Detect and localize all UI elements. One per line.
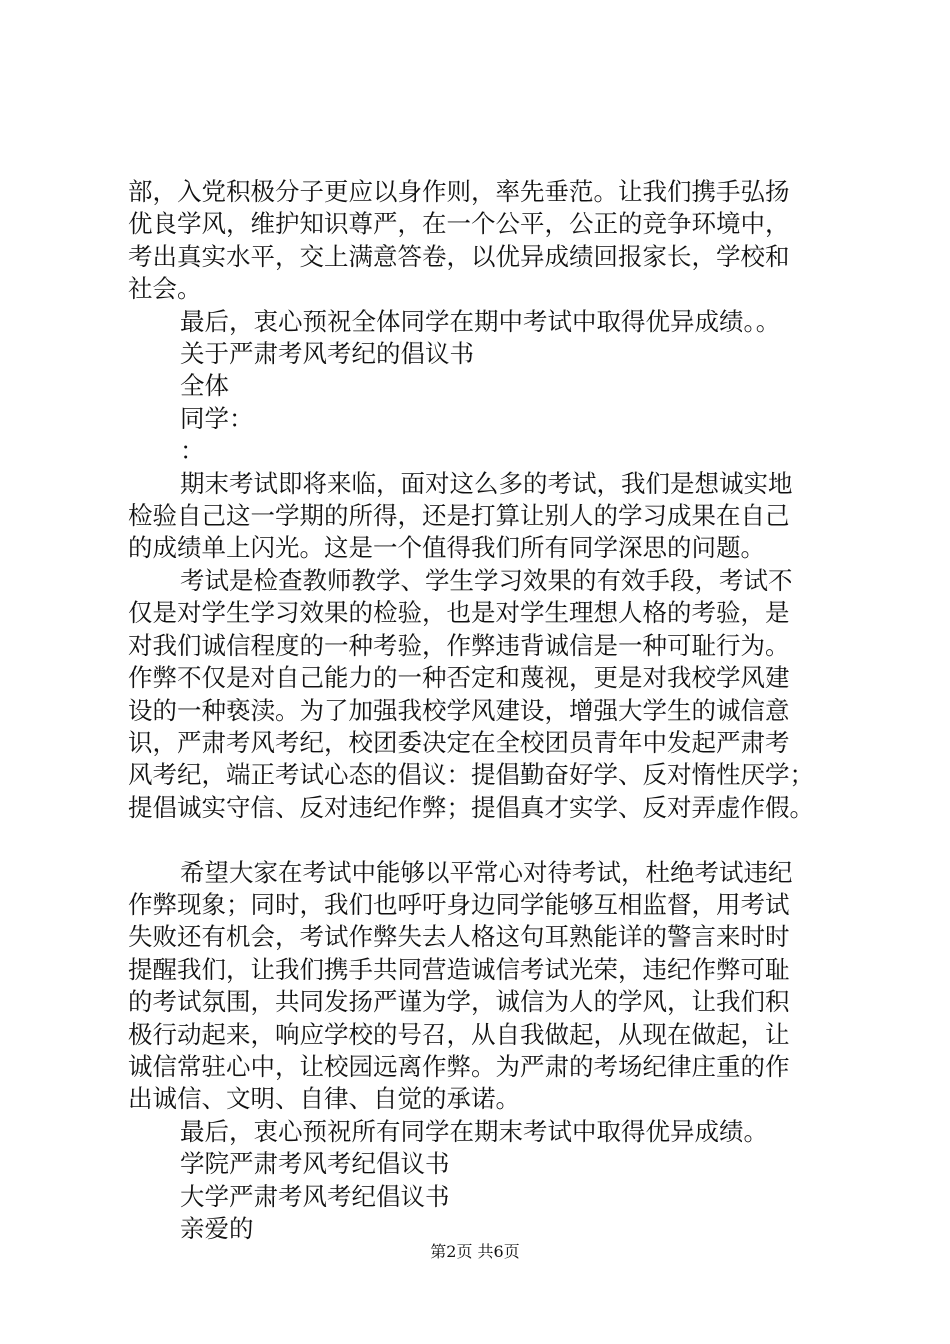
text-line: 识，严肃考风考纪，校团委决定在全校团员青年中发起严肃考 [128,727,790,757]
document-body [128,176,828,1245]
text-line: 极行动起来，响应学校的号召，从自我做起，从现在做起，让 [128,1019,790,1049]
text-line: 提醒我们，让我们携手共同营造诚信考试光荣，违纪作弊可耻 [128,954,790,984]
text-line: 优良学风，维护知识尊严，在一个公平，公正的竞争环境中， [128,209,790,239]
text-line: 设的一种亵渎。为了加强我校学风建设，增强大学生的诚信意 [128,695,790,725]
text-line: 仅是对学生学习效果的检验，也是对学生理想人格的考验，是 [128,598,790,628]
text-line: 作弊不仅是对自己能力的一种否定和蔑视，更是对我校学风建 [128,663,790,693]
salutation-line: 同学： [180,403,254,433]
text-line: 对我们诚信程度的一种考验，作弊违背诚信是一种可耻行为。 [128,630,790,660]
text-line: 期末考试即将来临，面对这么多的考试，我们是想诚实地 [180,468,793,498]
text-line: 最后，衷心预祝所有同学在期末考试中取得优异成绩。 [180,1116,768,1146]
text-line: 最后，衷心预祝全体同学在期中考试中取得优异成绩。。 [180,306,781,336]
text-line: 考试是检查教师教学、学生学习效果的有效手段，考试不 [180,565,793,595]
text-line: 提倡诚实守信、反对违纪作弊；提倡真才实学、反对弄虚作假。 [128,792,814,822]
blank-line [128,824,828,856]
text-line: 诚信常驻心中，让校园远离作弊。为严肃的考场纪律庄重的作 [128,1051,790,1081]
text-line: 的考试氛围，共同发扬严谨为学，诚信为人的学风，让我们积 [128,987,790,1017]
text-line: 失败还有机会，考试作弊失去人格这句耳熟能详的警言来时时 [128,922,790,952]
page-number-footer: 第2页 共6页 [430,1242,520,1261]
salutation-line: ： [180,436,205,466]
text-line: 出诚信、文明、自律、自觉的承诺。 [128,1084,520,1114]
text-line: 社会。 [128,274,202,304]
text-line: 考出真实水平，交上满意答卷，以优异成绩回报家长，学校和 [128,241,790,271]
text-line: 的成绩单上闪光。这是一个值得我们所有同学深思的问题。 [128,533,765,563]
document-title: 大学严肃考风考纪倡议书 [180,1181,450,1211]
text-line: 风考纪，端正考试心态的倡议：提倡勤奋好学、反对惰性厌学； [128,760,814,790]
text-line: 作弊现象；同时，我们也呼吁身边同学能够互相监督，用考试 [128,889,790,919]
salutation-line: 亲爱的 [180,1213,254,1243]
salutation-line: 全体 [180,371,229,401]
document-title: 关于严肃考风考纪的倡议书 [180,339,474,369]
text-line: 部，入党积极分子更应以身作则，率先垂范。让我们携手弘扬 [128,177,790,206]
text-line: 希望大家在考试中能够以平常心对待考试，杜绝考试违纪 [180,857,793,887]
text-line: 检验自己这一学期的所得，还是打算让别人的学习成果在自己 [128,501,790,531]
document-title: 学院严肃考风考纪倡议书 [180,1149,450,1179]
